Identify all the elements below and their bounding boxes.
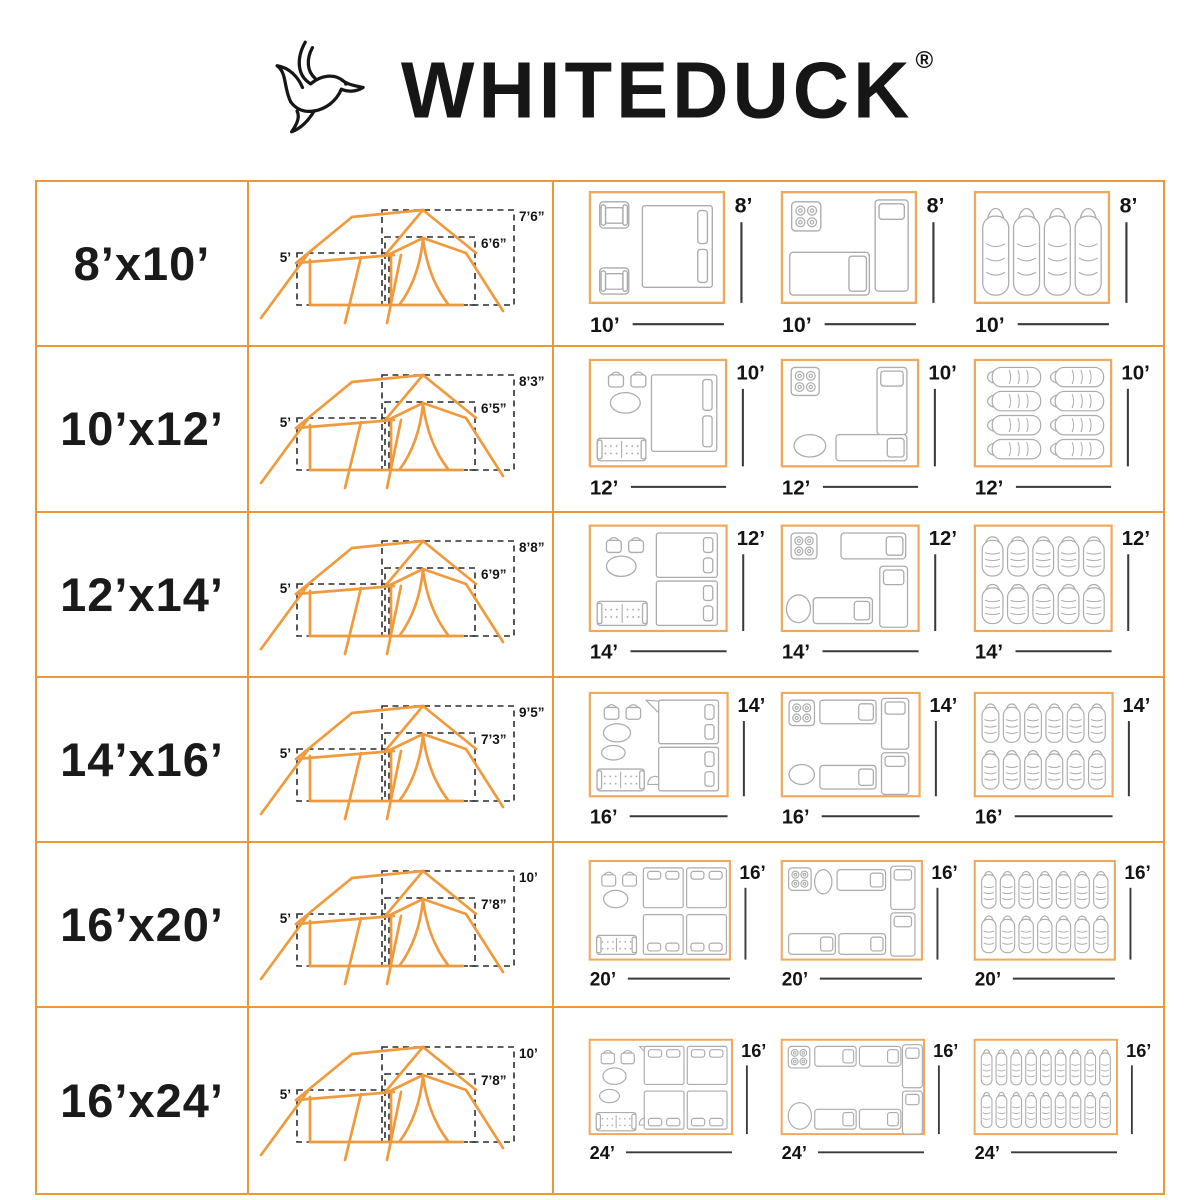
table-row xyxy=(37,347,1163,512)
svg-text:10’: 10’ xyxy=(928,361,958,385)
table-row xyxy=(37,678,1163,843)
svg-text:5’: 5’ xyxy=(279,415,291,431)
svg-text:20’: 20’ xyxy=(974,969,1001,991)
floor-plans-cell xyxy=(554,513,1163,676)
floor-plans-cell xyxy=(554,182,1163,345)
floor-plan-bedroom-layout xyxy=(588,353,778,505)
svg-text:5’: 5’ xyxy=(279,580,291,596)
tent-side-view-diagram xyxy=(251,512,551,677)
table-row xyxy=(37,513,1163,678)
svg-text:24’: 24’ xyxy=(589,1142,615,1163)
svg-text:5’: 5’ xyxy=(279,250,291,266)
svg-text:10’: 10’ xyxy=(782,312,812,337)
svg-text:8’: 8’ xyxy=(734,193,753,218)
tent-diagram-cell xyxy=(249,513,554,676)
svg-text:16’: 16’ xyxy=(974,805,1003,828)
floor-plan-sleeping-bag-layout xyxy=(973,684,1163,836)
svg-text:10’: 10’ xyxy=(974,312,1005,337)
tent-size-comparison-table xyxy=(35,180,1165,1195)
svg-text:10’: 10’ xyxy=(518,1046,538,1062)
floor-plan-cot-layout xyxy=(780,518,970,670)
svg-text:5’: 5’ xyxy=(279,1087,291,1103)
brand-header xyxy=(0,30,1200,150)
svg-text:12’: 12’ xyxy=(736,528,766,551)
svg-text:24’: 24’ xyxy=(781,1142,808,1163)
floor-plan-sleeping-bag-layout xyxy=(973,188,1163,340)
floor-plan-bedroom-layout xyxy=(588,188,778,340)
svg-text:20’: 20’ xyxy=(589,969,617,991)
floor-plans-cell xyxy=(554,678,1163,841)
svg-text:14’: 14’ xyxy=(782,641,811,664)
registered-mark: ® xyxy=(915,47,934,74)
floor-plan-sleeping-bag-layout xyxy=(973,518,1163,670)
svg-text:14’: 14’ xyxy=(974,641,1003,664)
duck-icon xyxy=(267,35,385,139)
svg-text:10’: 10’ xyxy=(1121,361,1150,385)
svg-text:12’: 12’ xyxy=(974,476,1004,500)
tent-size-label: 12’x14’ xyxy=(60,567,224,621)
svg-text:14’: 14’ xyxy=(1122,694,1150,717)
svg-text:10’: 10’ xyxy=(736,361,765,385)
svg-text:14’: 14’ xyxy=(737,694,766,717)
tent-size-label: 8’x10’ xyxy=(73,237,211,291)
tent-side-view-diagram xyxy=(251,677,551,842)
tent-size-label: 10’x12’ xyxy=(60,402,224,456)
svg-text:5’: 5’ xyxy=(279,746,291,762)
svg-text:14’: 14’ xyxy=(589,641,619,664)
floor-plan-cot-layout xyxy=(780,353,970,505)
tent-size-label: 16’x24’ xyxy=(60,1074,224,1128)
floor-plans-cell xyxy=(554,843,1163,1006)
tent-diagram-cell xyxy=(249,678,554,841)
size-label-cell xyxy=(37,513,249,676)
svg-text:7’8”: 7’8” xyxy=(480,897,507,913)
floor-plan-bedroom-layout xyxy=(588,849,778,1001)
svg-text:7’6”: 7’6” xyxy=(518,209,545,225)
tent-side-view-diagram xyxy=(251,842,551,1007)
svg-text:9’5”: 9’5” xyxy=(518,705,545,721)
svg-text:16’: 16’ xyxy=(782,805,810,828)
svg-text:8’: 8’ xyxy=(1119,193,1138,218)
svg-text:16’: 16’ xyxy=(931,862,959,884)
floor-plan-cot-layout xyxy=(780,849,970,1001)
tent-side-view-diagram xyxy=(251,1018,551,1183)
svg-text:20’: 20’ xyxy=(782,969,809,991)
floor-plan-sleeping-bag-layout xyxy=(973,353,1163,505)
floor-plan-cot-layout xyxy=(780,1025,970,1177)
brand-wordmark: WHITEDUCK xyxy=(400,45,914,135)
table-row xyxy=(37,843,1163,1008)
svg-text:16’: 16’ xyxy=(741,1040,767,1061)
floor-plan-sleeping-bag-layout xyxy=(973,1025,1163,1177)
svg-text:7’8”: 7’8” xyxy=(480,1073,507,1089)
svg-text:8’3”: 8’3” xyxy=(518,374,545,390)
svg-text:16’: 16’ xyxy=(739,862,766,884)
svg-text:16’: 16’ xyxy=(1125,1040,1152,1061)
svg-text:5’: 5’ xyxy=(279,911,291,927)
svg-text:7’3”: 7’3” xyxy=(480,732,507,748)
floor-plan-cot-layout xyxy=(780,188,970,340)
floor-plan-sleeping-bag-layout xyxy=(973,849,1163,1001)
svg-text:10’: 10’ xyxy=(518,870,538,886)
svg-text:24’: 24’ xyxy=(974,1142,1000,1163)
svg-text:16’: 16’ xyxy=(933,1040,959,1061)
tent-diagram-cell xyxy=(249,347,554,510)
floor-plan-bedroom-layout xyxy=(588,684,778,836)
tent-side-view-diagram xyxy=(251,181,551,346)
svg-text:14’: 14’ xyxy=(929,694,958,717)
floor-plans-cell xyxy=(554,1008,1163,1193)
size-label-cell xyxy=(37,1008,249,1193)
svg-text:10’: 10’ xyxy=(589,312,620,337)
svg-text:12’: 12’ xyxy=(782,476,811,500)
svg-text:12’: 12’ xyxy=(589,476,619,500)
tent-size-label: 16’x20’ xyxy=(60,898,224,952)
size-label-cell xyxy=(37,182,249,345)
svg-text:12’: 12’ xyxy=(1121,528,1150,551)
svg-text:6’6”: 6’6” xyxy=(480,236,507,252)
size-label-cell xyxy=(37,347,249,510)
floor-plans-cell xyxy=(554,347,1163,510)
svg-text:12’: 12’ xyxy=(929,528,958,551)
svg-text:16’: 16’ xyxy=(1124,862,1151,884)
svg-text:16’: 16’ xyxy=(589,805,618,828)
tent-diagram-cell xyxy=(249,182,554,345)
floor-plan-bedroom-layout xyxy=(588,518,778,670)
table-row xyxy=(37,1008,1163,1193)
svg-text:8’8”: 8’8” xyxy=(518,539,545,555)
tent-diagram-cell xyxy=(249,843,554,1006)
tent-side-view-diagram xyxy=(251,346,551,511)
table-row xyxy=(37,182,1163,347)
size-label-cell xyxy=(37,678,249,841)
tent-size-label: 14’x16’ xyxy=(60,733,224,787)
tent-diagram-cell xyxy=(249,1008,554,1193)
svg-text:8’: 8’ xyxy=(926,193,945,218)
floor-plan-bedroom-layout xyxy=(588,1025,778,1177)
svg-text:6’9”: 6’9” xyxy=(480,566,507,582)
svg-text:6’5”: 6’5” xyxy=(480,401,507,417)
size-label-cell xyxy=(37,843,249,1006)
floor-plan-cot-layout xyxy=(780,684,970,836)
